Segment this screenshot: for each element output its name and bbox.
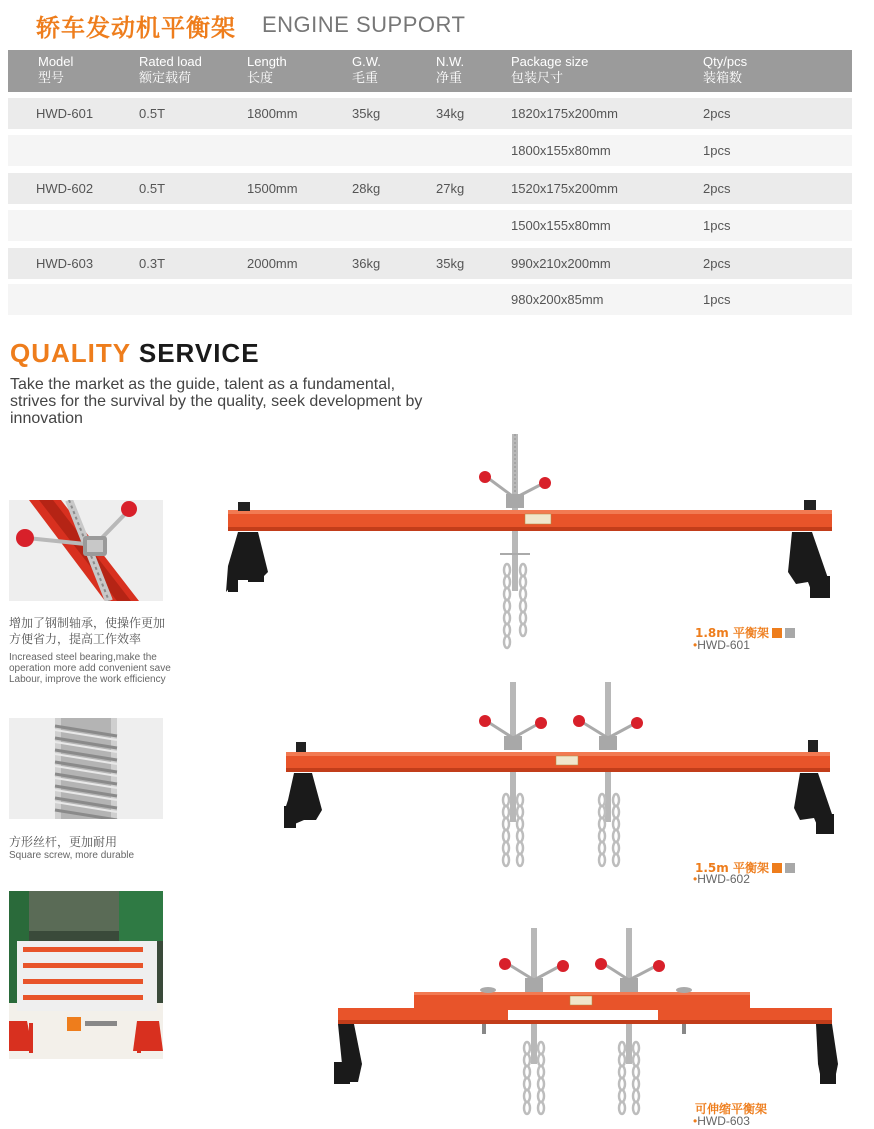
col-qty: Qty/pcs 装箱数 <box>703 54 748 85</box>
page-title-cn: 轿车发动机平衡架 <box>36 14 236 42</box>
spec-table-header <box>8 50 852 92</box>
product-label-603: 可伸缩平衡架 <box>695 1102 768 1116</box>
product-label-601: 1.8m 平衡架 <box>695 624 795 641</box>
col-rated-load: Rated load 额定载荷 <box>139 54 202 85</box>
engine-support-601-image <box>222 432 842 654</box>
engine-support-603-image <box>332 924 842 1124</box>
product-model-602: •HWD-602 <box>693 872 750 886</box>
quality-description: Take the market as the guide, talent as a fundamental, strives for the survival by the quality, seek development by innovation <box>10 376 423 427</box>
product-model-601: •HWD-601 <box>693 638 750 652</box>
color-swatch-gray <box>785 863 795 873</box>
feature-caption-cn: 方形丝杆，更加耐用 <box>9 835 118 849</box>
col-model: Model 型号 <box>38 54 74 85</box>
feature-caption-cn: 增加了钢制轴承，使操作更加方便省力，提高工作效率 <box>9 616 166 646</box>
engine-support-602-image <box>280 680 840 880</box>
product-model-603: •HWD-603 <box>693 1114 750 1128</box>
col-gw: G.W. 毛重 <box>352 54 381 85</box>
color-swatch-orange <box>772 863 782 873</box>
col-length: Length 长度 <box>247 54 287 85</box>
feature-caption-en: Square screw, more durable <box>9 850 135 861</box>
exhibition-booth-photo <box>9 891 163 1059</box>
col-package-size: Package size 包装尺寸 <box>511 54 589 85</box>
color-swatch-gray <box>785 628 795 638</box>
page-title-en: ENGINE SUPPORT <box>262 12 466 37</box>
bearing-closeup-image <box>9 500 163 601</box>
col-nw: N.W. 净重 <box>436 54 465 85</box>
product-label-602: 1.5m 平衡架 <box>695 859 795 876</box>
table-row: 1800x155x80mm 1pcs <box>8 135 852 166</box>
table-row: HWD-601 0.5T 1800mm 35kg 34kg 1820x175x200mm 2pcs <box>8 98 852 129</box>
table-row: 980x200x85mm 1pcs <box>8 284 852 315</box>
table-row: 1500x155x80mm 1pcs <box>8 210 852 241</box>
quality-service-heading: QUALITY SERVICE <box>10 338 260 368</box>
color-swatch-orange <box>772 628 782 638</box>
feature-caption-en: Increased steel bearing,make the operation more add convenient save Labour, improve the work efficiency <box>9 652 171 685</box>
table-row: HWD-602 0.5T 1500mm 28kg 27kg 1520x175x200mm 2pcs <box>8 173 852 204</box>
table-row: HWD-603 0.3T 2000mm 36kg 35kg 990x210x200mm 2pcs <box>8 248 852 279</box>
square-screw-image <box>9 718 163 819</box>
